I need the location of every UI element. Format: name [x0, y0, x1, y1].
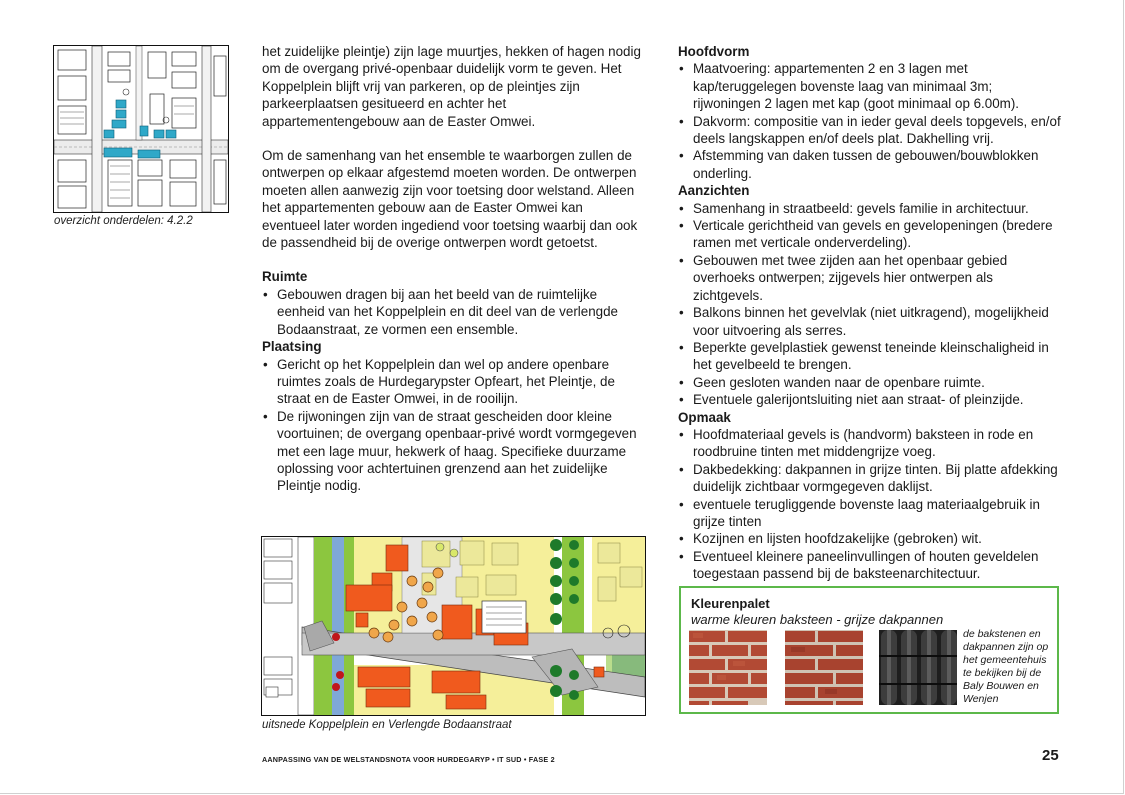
list-item: • Eventuele galerijontsluiting niet aan straat- of pleinzijde. [678, 391, 1063, 408]
list-item: • Gebouwen met twee zijden aan het openbaar gebied overhoeks ontwerpen; zijgevels hier ontwerpen als zichtgevels. [678, 252, 1063, 304]
list-item: • Dakbedekking: dakpannen in grijze tinten. Bij platte afdekking duidelijk zichtbaar vormgegeven daklijst. [678, 461, 1063, 496]
list-item: • Kozijnen en lijsten hoofdzakelijke (gebroken) wit. [678, 530, 1063, 547]
intro-paragraph-2: Om de samenhang van het ensemble te waarborgen zullen de ontwerpen op elkaar afgestemd moeten worden. De ontwerpen moeten allen aanwezig zijn voor toetsing door welstand. Alleen het appartementen gebouw aan de Easter Omwei kan eventueel later worden ingediend voor toetsing waarbij dan ook de passendheid bij de overige ontwerpen wordt getoetst. [262, 148, 638, 251]
plaatsing-heading: Plaatsing [262, 339, 322, 355]
list-item: • Dakvorm: compositie van in ieder geval deels topgevels, en/of deels langskappen en/of deels plat. Dakhelling vrij. [678, 113, 1063, 148]
palette-note: de bakstenen en dakpannen zijn op het gemeentehuis te bekijken bij de Baly Bouwen en Wenjen [963, 628, 1049, 705]
overview-map-caption: overzicht onderdelen: 4.2.2 [54, 215, 193, 227]
opmaak-list [678, 426, 1063, 583]
hoofdvorm-list [678, 60, 1063, 182]
site-plan-map [261, 536, 646, 716]
aanzichten-list [678, 200, 1063, 409]
intro-paragraph-1: het zuidelijke pleintje) zijn lage muurtjes, hekken of hagen nodig om de overgang privé-openbaar duidelijk vorm te geven. Het Koppelplein blijft vrij van parkeren, op de pleintjes zijn parkeerplaatsen gesitueerd en achter het appartementengebouw aan de Easter Omwei. [262, 44, 641, 129]
list-item: • eventuele terugliggende bovenste laag materiaalgebruik in grijze tinten [678, 496, 1063, 531]
list-item: • Samenhang in straatbeeld: gevels familie in architectuur. [678, 200, 1063, 217]
red-brick-swatch [689, 630, 767, 705]
color-palette-box [679, 586, 1059, 714]
footer-text: AANPASSING VAN DE WELSTANDSNOTA VOOR HURDEGARYP • IT SUD • FASE 2 [262, 755, 555, 764]
list-item: • Verticale gerichtheid van gevels en gevelopeningen (bredere ramen met verticale onderverdeling). [678, 217, 1063, 252]
middle-column [262, 43, 642, 495]
list-item: • Geen gesloten wanden naar de openbare ruimte. [678, 374, 1063, 391]
list-item: • Balkons binnen het gevelvlak (niet uitkragend), mogelijkheid voor uitvoering als serres. [678, 304, 1063, 339]
palette-title: Kleurenpalet [691, 596, 770, 611]
overview-map [53, 45, 229, 213]
list-item: • Eventueel kleinere paneelinvullingen of houten geveldelen toegestaan passend bij de baksteenarchitectuur. [678, 548, 1063, 583]
plaatsing-list [262, 356, 642, 495]
page-number: 25 [1042, 747, 1059, 764]
aanzichten-heading: Aanzichten [678, 183, 750, 199]
list-item: • Maatvoering: appartementen 2 en 3 lagen met kap/teruggelegen bovenste laag van minimaal 3m; rijwoningen 2 lagen met kap (goot minimaal op 6.00m). [678, 60, 1063, 112]
hoofdvorm-heading: Hoofdvorm [678, 44, 750, 59]
ruimte-list [262, 286, 642, 338]
list-item: • Afstemming van daken tussen de gebouwen/bouwblokken onderling. [678, 147, 1063, 182]
list-item: • Beperkte gevelplastiek gewenst teneinde kleinschaligheid in het gevelbeeld te brengen. [678, 339, 1063, 374]
right-column [678, 43, 1063, 583]
site-plan-drawing [262, 537, 645, 715]
grey-roof-tile-swatch [879, 630, 957, 705]
list-item: • Gebouwen dragen bij aan het beeld van de ruimtelijke eenheid van het Koppelplein en dit deel van de verlengde Bodaanstraat, ze vormen een ensemble. [262, 286, 642, 338]
list-item: • Hoofdmateriaal gevels is (handvorm) baksteen in rode en roodbruine tinten met middengrijze voeg. [678, 426, 1063, 461]
opmaak-heading: Opmaak [678, 409, 731, 425]
ruimte-heading: Ruimte [262, 269, 308, 285]
list-item: • De rijwoningen zijn van de straat gescheiden door kleine voortuinen; de overgang openbaar-privé wordt vormgegeven met een lage muur, hekwerk of haag. Specifieke duurzame oplossing voor achtertuinen grenzend aan het zuidelijke Pleintje nodig. [262, 408, 642, 495]
overview-map-drawing [54, 46, 228, 212]
red-brown-brick-swatch [785, 630, 863, 705]
list-item: • Gericht op het Koppelplein dan wel op andere openbare ruimtes zoals de Hurdegarypster Opfeart, het Pleintje, de straat en de Easter Omwei, in de rooilijn. [262, 356, 642, 408]
palette-subtitle: warme kleuren baksteen - grijze dakpannen [691, 612, 944, 627]
site-plan-caption: uitsnede Koppelplein en Verlengde Bodaanstraat [262, 719, 512, 731]
